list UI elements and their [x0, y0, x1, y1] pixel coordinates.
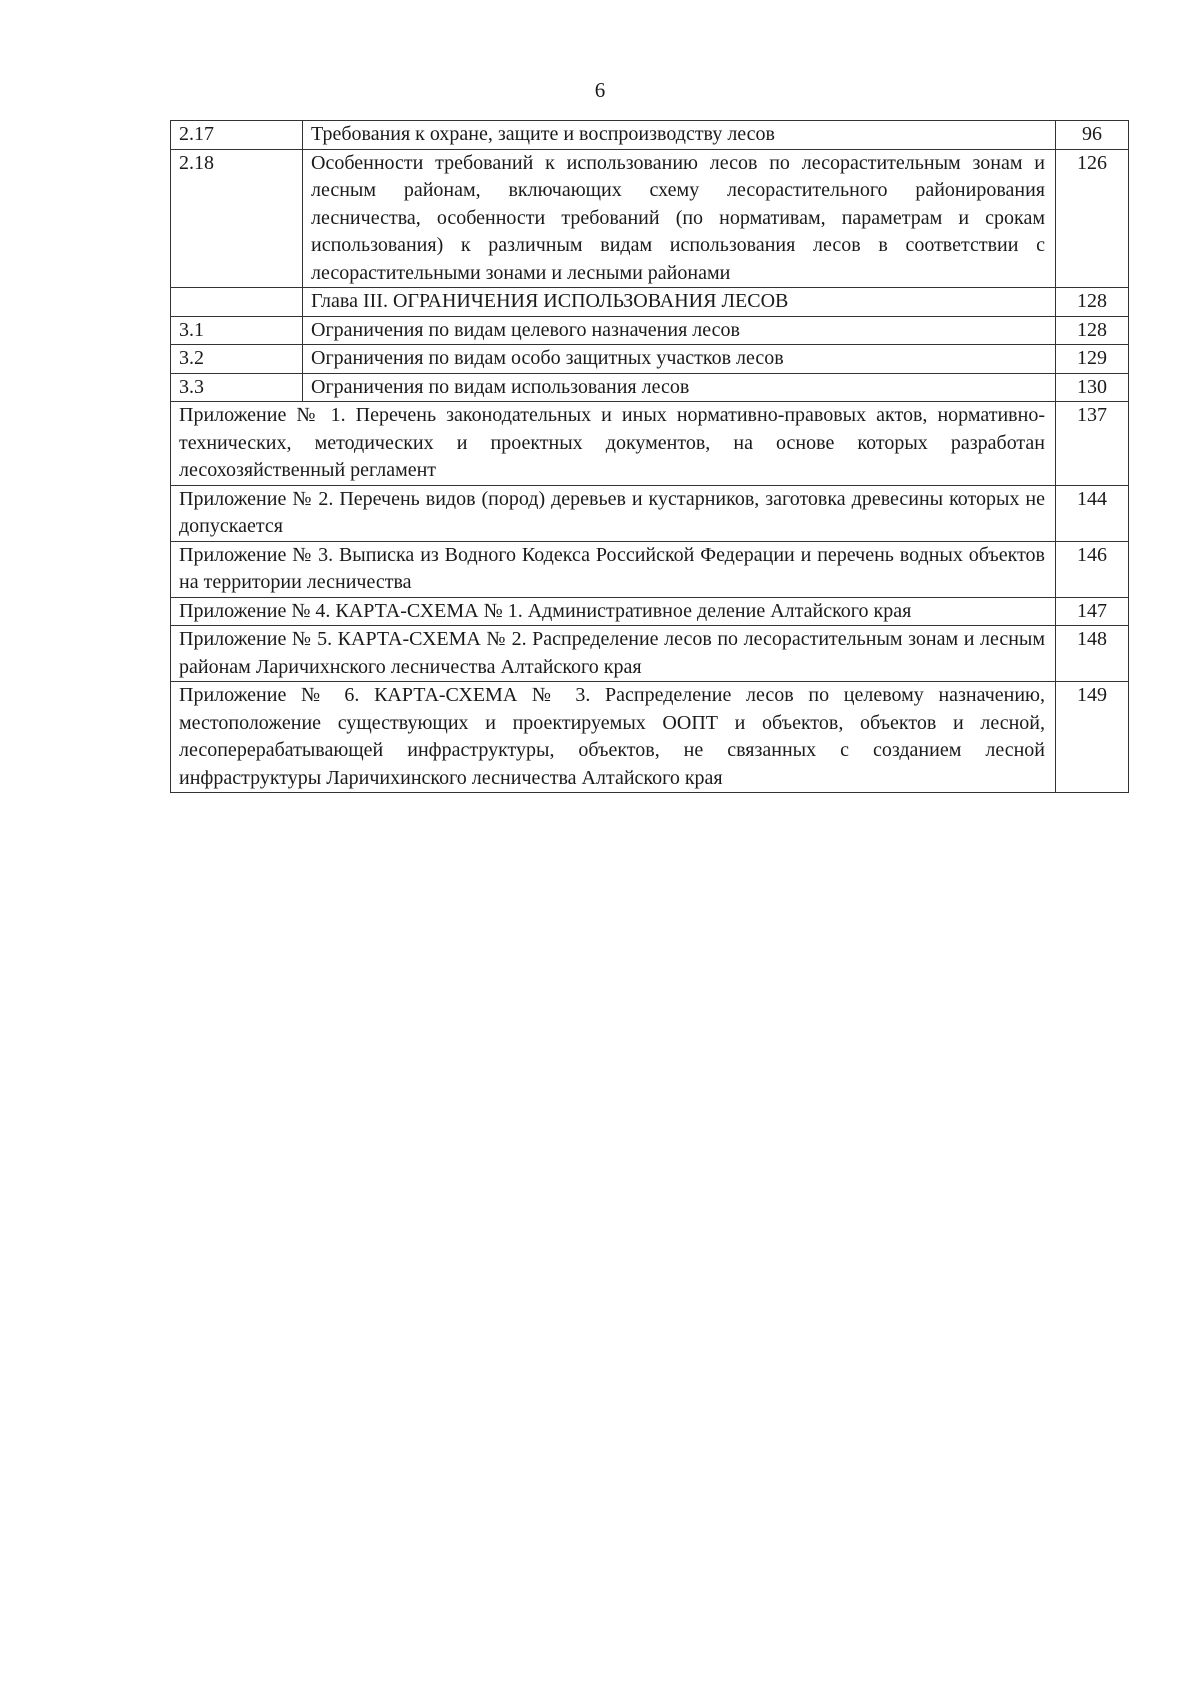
toc-row	[171, 288, 1129, 317]
section-number: 3.2	[171, 345, 303, 374]
appendix-title: Приложение № 2. Перечень видов (пород) деревьев и кустарников, заготовка древесины которых не допускается	[171, 485, 1056, 541]
section-page: 128	[1056, 288, 1129, 317]
section-number: 3.1	[171, 316, 303, 345]
toc-row	[171, 149, 1129, 288]
toc-row	[171, 121, 1129, 150]
appendix-row	[171, 597, 1129, 626]
section-page: 129	[1056, 345, 1129, 374]
section-title: Ограничения по видам целевого назначения лесов	[303, 316, 1056, 345]
appendix-title: Приложение № 4. КАРТА-СХЕМА № 1. Административное деление Алтайского края	[171, 597, 1056, 626]
appendix-row	[171, 626, 1129, 682]
table-of-contents	[170, 120, 1129, 793]
section-page: 128	[1056, 316, 1129, 345]
appendix-title: Приложение № 5. КАРТА-СХЕМА № 2. Распределение лесов по лесорастительным зонам и лесным районам Ларичихнского лесничества Алтайского края	[171, 626, 1056, 682]
section-number	[171, 288, 303, 317]
section-title: Ограничения по видам использования лесов	[303, 373, 1056, 402]
page-number: 6	[594, 78, 606, 102]
appendix-page: 147	[1056, 597, 1129, 626]
appendix-row	[171, 402, 1129, 486]
appendix-row	[171, 541, 1129, 597]
appendix-page: 148	[1056, 626, 1129, 682]
section-page: 130	[1056, 373, 1129, 402]
section-title: Особенности требований к использованию лесов по лесорастительным зонам и лесным районам, включающих схему лесорастительного районирования лесничества, особенности требований (по нормативам, параметрам и срокам использования) к различным видам использования лесов в соответствии с лесорастительными зонами и лесными районами	[303, 149, 1056, 288]
appendix-title: Приложение № 6. КАРТА-СХЕМА № 3. Распределение лесов по целевому назначению, местоположение существующих и проектируемых ООПТ и объектов, объектов и лесной, лесоперерабатывающей инфраструктуры, объектов, не связанных с созданием лесной инфраструктуры Ларичихинского лесничества Алтайского края	[171, 682, 1056, 793]
appendix-page: 137	[1056, 402, 1129, 486]
toc-row	[171, 316, 1129, 345]
section-number: 2.17	[171, 121, 303, 150]
appendix-page: 146	[1056, 541, 1129, 597]
section-title: Требования к охране, защите и воспроизводству лесов	[303, 121, 1056, 150]
section-page: 96	[1056, 121, 1129, 150]
section-number: 3.3	[171, 373, 303, 402]
appendix-page: 144	[1056, 485, 1129, 541]
section-title: Ограничения по видам особо защитных участков лесов	[303, 345, 1056, 374]
appendix-page: 149	[1056, 682, 1129, 793]
section-number: 2.18	[171, 149, 303, 288]
section-page: 126	[1056, 149, 1129, 288]
toc-row	[171, 345, 1129, 374]
chapter-title: Глава III. ОГРАНИЧЕНИЯ ИСПОЛЬЗОВАНИЯ ЛЕСОВ	[303, 288, 1056, 317]
appendix-row	[171, 682, 1129, 793]
appendix-title: Приложение № 1. Перечень законодательных и иных нормативно-правовых актов, нормативно-технических, методических и проектных документов, на основе которых разработан лесохозяйственный регламент	[171, 402, 1056, 486]
appendix-title: Приложение № 3. Выписка из Водного Кодекса Российской Федерации и перечень водных объектов на территории лесничества	[171, 541, 1056, 597]
appendix-row	[171, 485, 1129, 541]
toc-row	[171, 373, 1129, 402]
